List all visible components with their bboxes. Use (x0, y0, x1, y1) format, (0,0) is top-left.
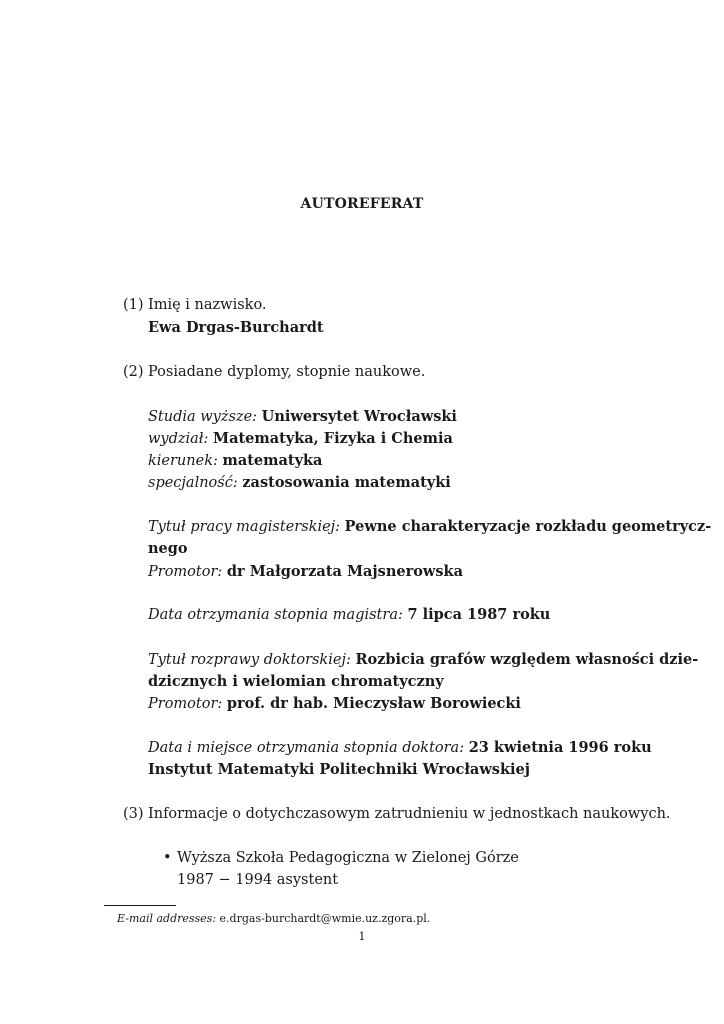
dr-date-row (148, 739, 652, 756)
dr-title-value: Rozbicia grafów względem własności dzie- (355, 651, 699, 668)
mgr-title-label: Tytuł pracy magisterskiej: (148, 519, 341, 535)
dr-date-value: 23 kwietnia 1996 roku (468, 739, 652, 756)
section-1-heading: Imię i nazwisko. (148, 297, 267, 313)
specjalnosc-label: specjalność: (148, 475, 238, 491)
specjalnosc-row (148, 474, 451, 491)
dr-date-label: Data i miejsce otrzymania stopnia doktora: (148, 740, 465, 756)
studia-label: Studia wyższe: (148, 409, 258, 425)
section-3-heading: Informacje o dotychczasowym zatrudnieniu w jednostkach naukowych. (148, 806, 671, 822)
author-name: Ewa Drgas-Burchardt (148, 319, 324, 336)
email-address: e.drgas-burchardt@wmie.uz.zgora.pl. (219, 912, 431, 925)
mgr-promotor-label: Promotor: (148, 564, 223, 580)
page-number: 1 (358, 930, 366, 943)
footnote-label: E-mail addresses: (117, 912, 217, 925)
bullet-icon: • (163, 850, 172, 866)
dr-title-row (148, 651, 698, 668)
studia-row (148, 408, 457, 425)
dr-promotor-row (148, 695, 521, 712)
mgr-title-continuation: nego (148, 540, 188, 557)
footnote-rule (104, 905, 176, 906)
mgr-promotor-value: dr Małgorzata Majsnerowska (226, 563, 463, 580)
kierunek-value: matematyka (222, 452, 323, 469)
footnote (117, 912, 430, 925)
dr-title-continuation: dzicznych i wielomian chromatyczny (148, 673, 444, 690)
mgr-title-row (148, 518, 711, 535)
section-2-heading: Posiadane dyplomy, stopnie naukowe. (148, 364, 426, 380)
wydzial-row (148, 430, 453, 447)
dr-title-label: Tytuł rozprawy doktorskiej: (148, 652, 351, 668)
kierunek-row (148, 452, 322, 469)
employment-item-1-period: 1987 − 1994 asystent (177, 872, 339, 888)
dr-place-value: Instytut Matematyki Politechniki Wrocławskiej (148, 761, 530, 778)
mgr-date-row (148, 606, 550, 623)
kierunek-label: kierunek: (148, 453, 218, 469)
mgr-date-label: Data otrzymania stopnia magistra: (148, 607, 403, 623)
mgr-promotor-row (148, 563, 463, 580)
wydzial-value: Matematyka, Fizyka i Chemia (213, 430, 453, 447)
mgr-title-value: Pewne charakteryzacje rozkładu geometrycz- (344, 518, 712, 535)
section-1-number: (1) (123, 297, 144, 313)
page-title: AUTOREFERAT (300, 196, 424, 212)
wydzial-label: wydział: (148, 431, 209, 447)
section-3-number: (3) (123, 806, 144, 822)
studia-value: Uniwersytet Wrocławski (261, 408, 457, 425)
section-2-number: (2) (123, 364, 144, 380)
dr-promotor-label: Promotor: (148, 696, 223, 712)
mgr-date-value: 7 lipca 1987 roku (407, 606, 551, 623)
specjalnosc-value: zastosowania matematyki (242, 474, 451, 491)
dr-promotor-value: prof. dr hab. Mieczysław Borowiecki (226, 695, 521, 712)
employment-item-1: Wyższa Szkoła Pedagogiczna w Zielonej Górze (177, 850, 519, 866)
